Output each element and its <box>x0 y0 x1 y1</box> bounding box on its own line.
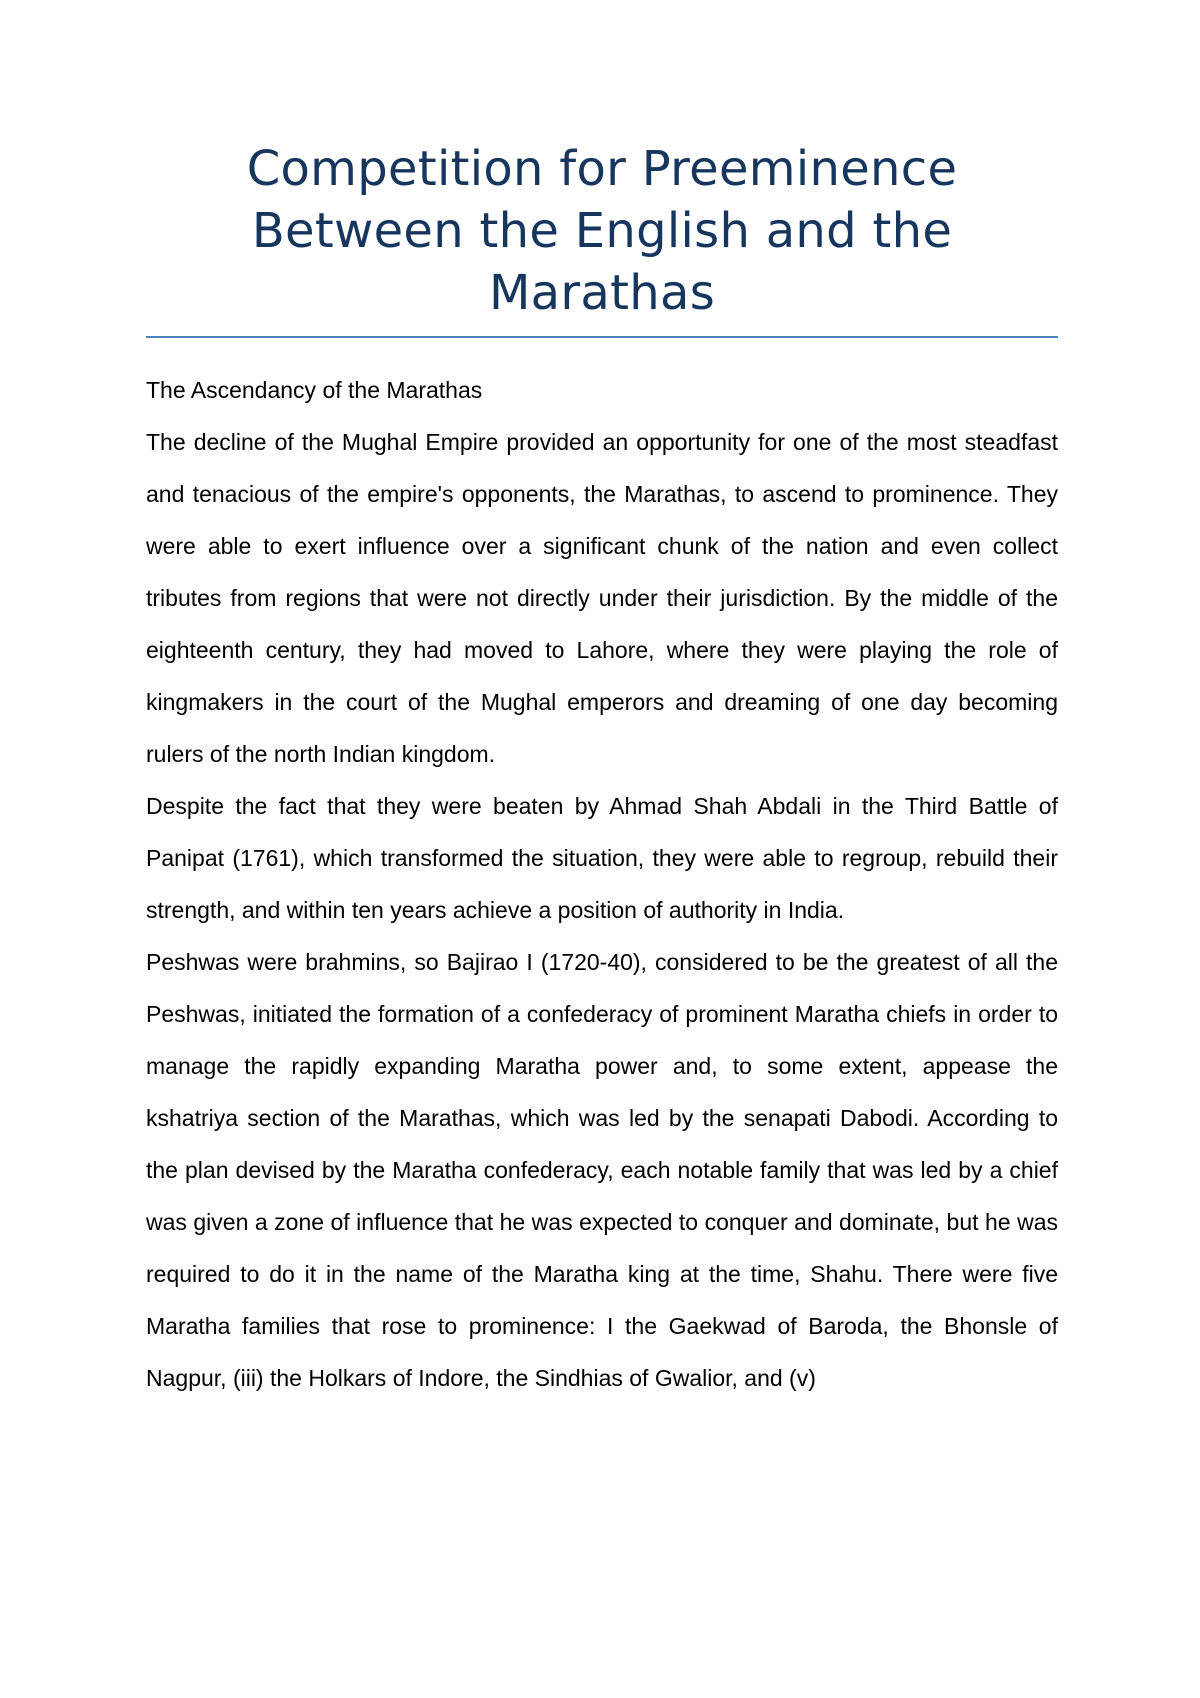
document-body <box>146 364 1058 1404</box>
title-block <box>146 138 1058 324</box>
section-heading: The Ascendancy of the Marathas <box>146 377 483 403</box>
document-title: Competition for Preeminence Between the English and the Marathas <box>246 141 958 321</box>
paragraph-panipat: Despite the fact that they were beaten by Ahmad Shah Abdali in the Third Battle of Panipat (1761), which transformed the situation, they were able to regroup, rebuild their strength, and within ten years achieve a position of authority in India. <box>146 793 1058 923</box>
paragraph-mughal-decline: The decline of the Mughal Empire provided an opportunity for one of the most steadfast and tenacious of the empire's opponents, the Marathas, to ascend to prominence. They were able to exert influence over a significant chunk of the nation and even collect tributes from regions that were not directly under their jurisdiction. By the middle of the eighteenth century, they had moved to Lahore, where they were playing the role of kingmakers in the court of the Mughal emperors and dreaming of one day becoming rulers of the north Indian kingdom. <box>146 429 1058 767</box>
title-underline-rule <box>146 336 1058 338</box>
paragraph-peshwas-confederacy: Peshwas were brahmins, so Bajirao I (1720-40), considered to be the greatest of all the Peshwas, initiated the formation of a confederacy of prominent Maratha chiefs in order to manage the rapidly expanding Maratha power and, to some extent, appease the kshatriya section of the Marathas, which was led by the senapati Dabodi. According to the plan devised by the Maratha confederacy, each notable family that was led by a chief was given a zone of influence that he was expected to conquer and dominate, but he was required to do it in the name of the Maratha king at the time, Shahu. There were five Maratha families that rose to prominence: I the Gaekwad of Baroda, the Bhonsle of Nagpur, (iii) the Holkars of Indore, the Sindhias of Gwalior, and (v) <box>146 949 1058 1391</box>
